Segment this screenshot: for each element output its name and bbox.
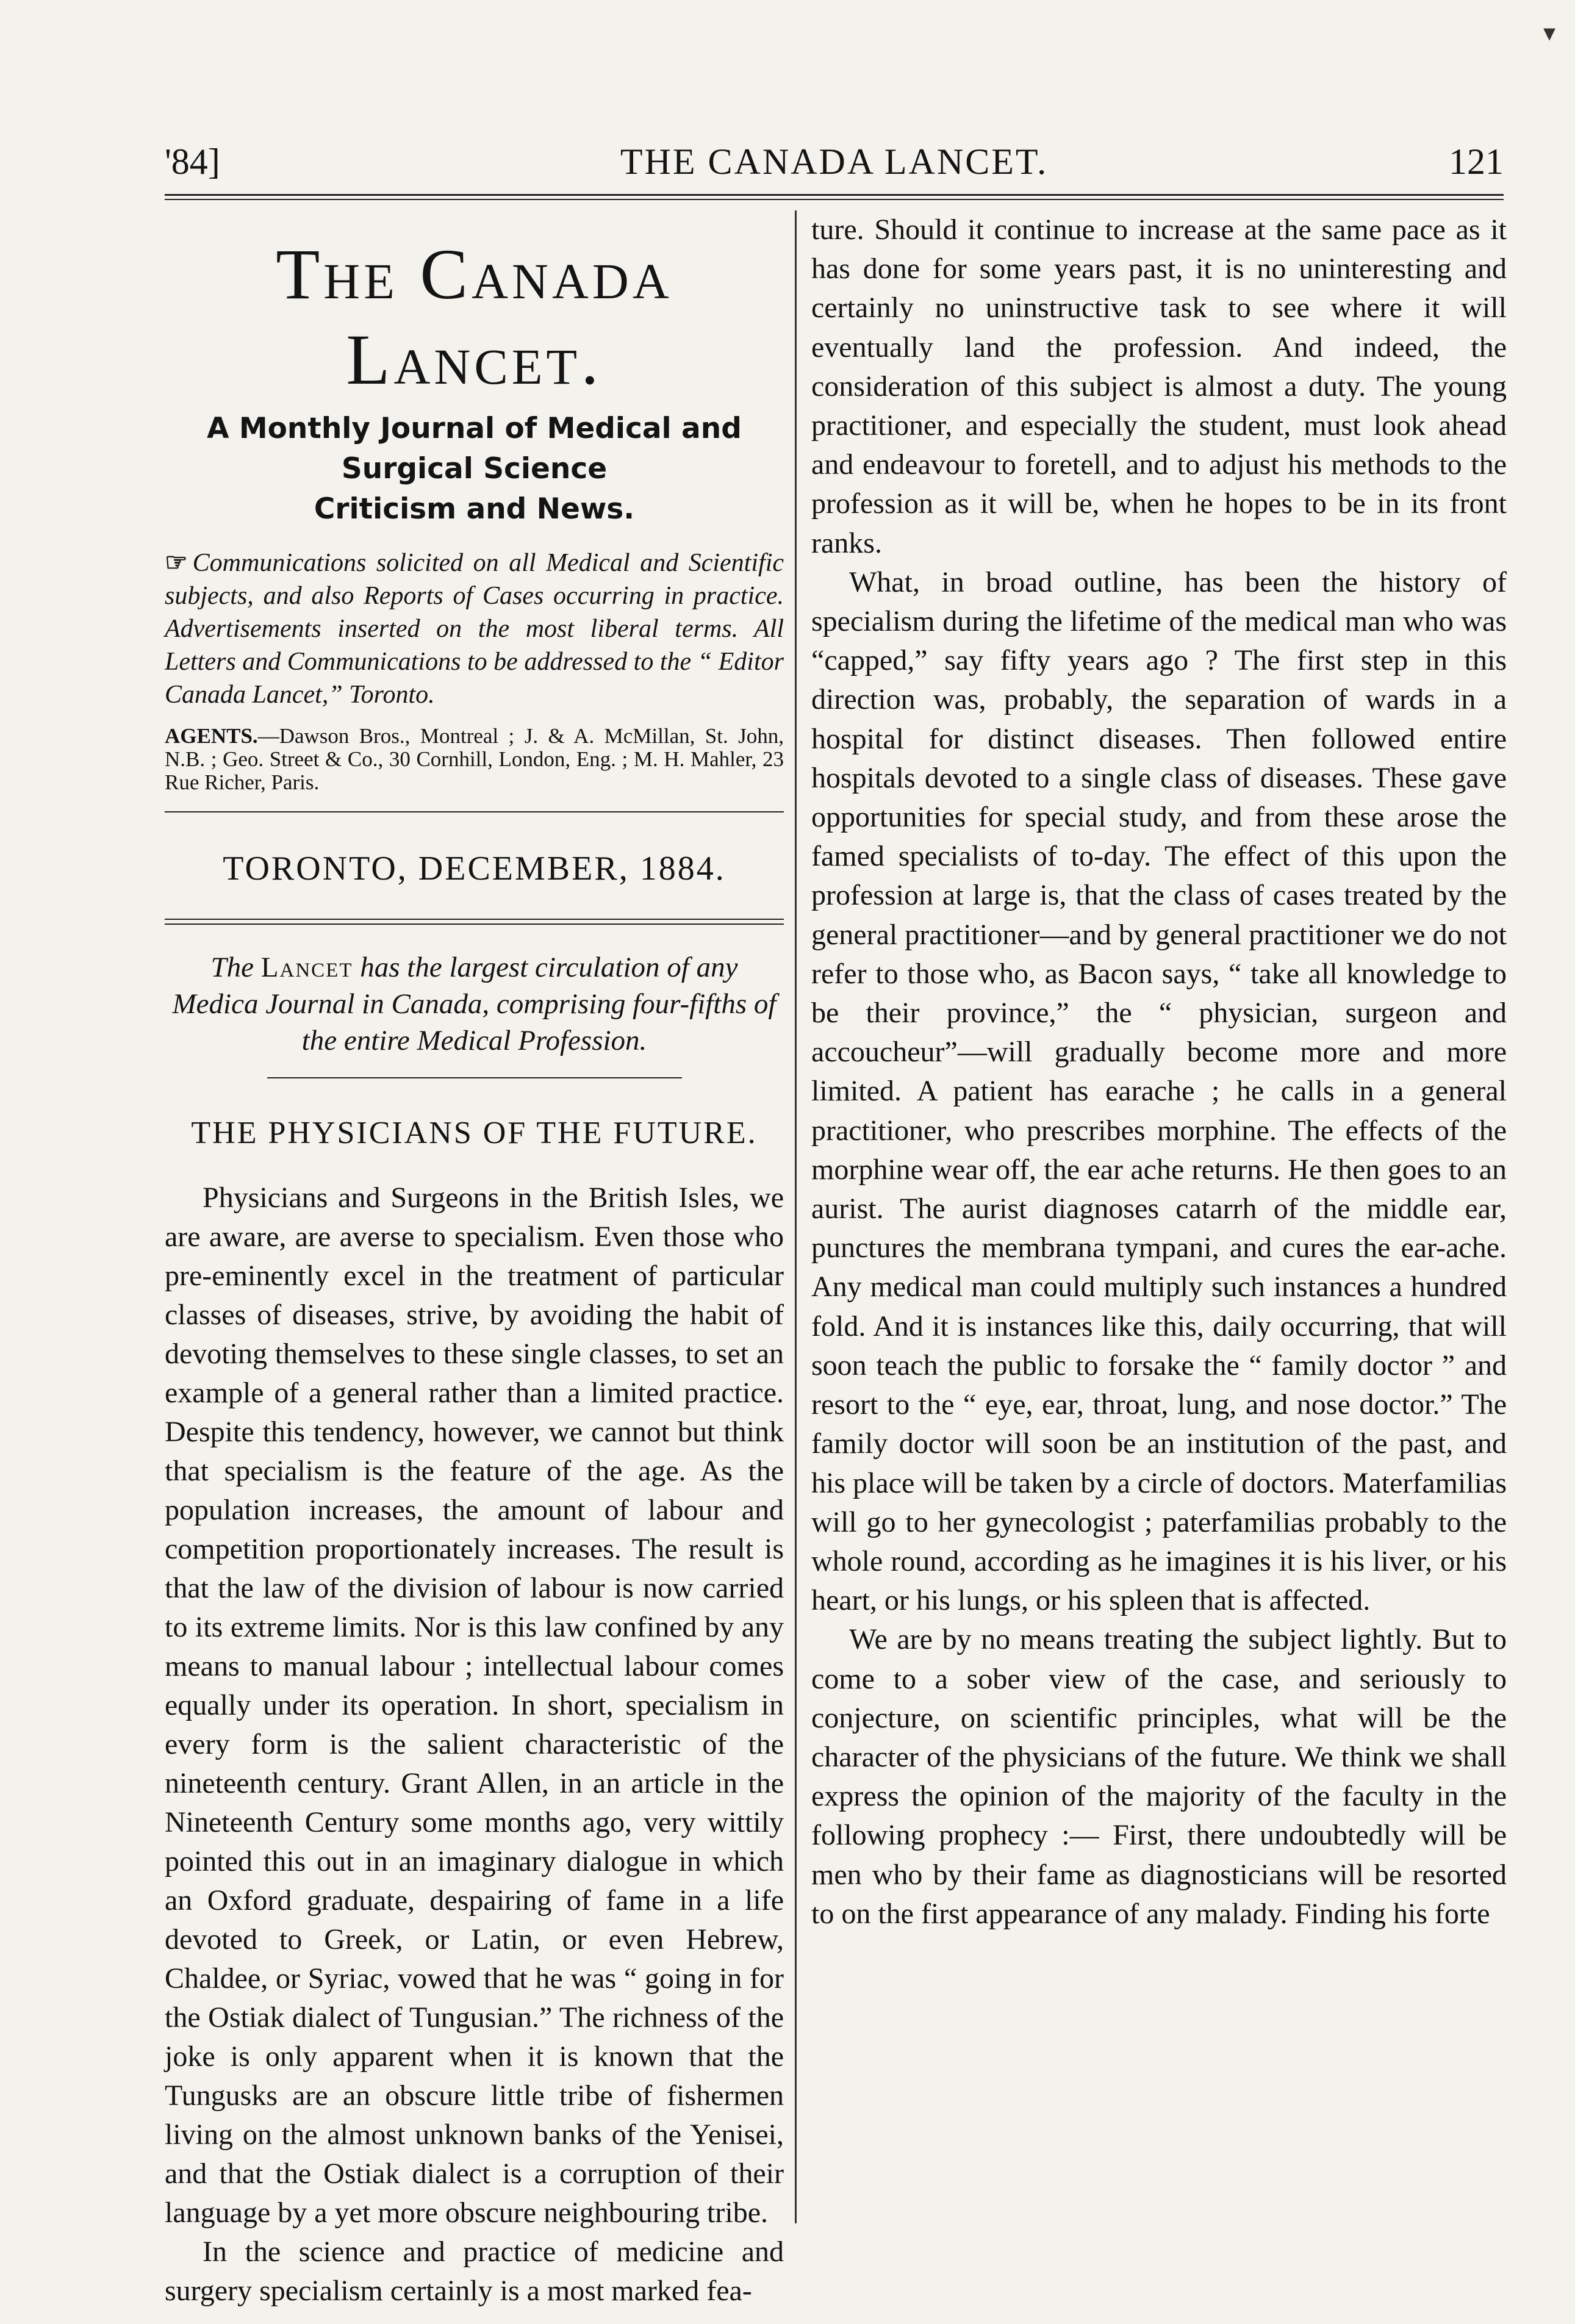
article-title: THE PHYSICIANS OF THE FUTURE. bbox=[191, 1116, 758, 1150]
article-paragraph: We are by no means treating the subject lightly. But to come to a sober view of the case, and seriously to conjecture, on scientific principles, what will be the character of the physicians of the future. We think we shall express the opinion of the majority of the faculty in the following prophecy :— First, there undoubtedly will be men who by their fame as diagnosticians will be resorted to on the first appearance of any malady. Finding his forte bbox=[811, 1623, 1507, 1930]
circulation-notice bbox=[165, 949, 784, 1059]
masthead-subtitle-second: Criticism and News. bbox=[314, 492, 635, 526]
article-paragraph: ture. Should it continue to increase at the same pace as it has done for some years past, it is no uninteresting and certainly no uninstructive task to see where it will eventually land the profession. And indeed, the consideration of this subject is almost a duty. The young practitioner, and especially the student, must look ahead and endeavour to foretell, and to adjust his methods to the profession as it will be, when he hopes to be in its front ranks. bbox=[811, 213, 1507, 559]
pencil-mark-icon: ▾ bbox=[1543, 19, 1556, 46]
running-header bbox=[165, 137, 1504, 186]
dateline: TORONTO, DECEMBER, 1884. bbox=[223, 850, 726, 888]
circulation-text: has the largest circulation of any Medica Journal in Canada, comprising four-fifths of the entire Medical Profession. bbox=[172, 952, 777, 1056]
masthead-title: The Canada Lancet. bbox=[276, 234, 673, 400]
circulation-the: The bbox=[210, 952, 254, 983]
page-number: 121 bbox=[1449, 142, 1504, 182]
agents-label: AGENTS. bbox=[165, 724, 258, 748]
circulation-lancet: Lancet bbox=[260, 952, 353, 983]
circulation-rule bbox=[267, 1077, 682, 1078]
header-rule-second bbox=[165, 199, 1504, 200]
article-paragraph: In the science and practice of medicine and surgery specialism certainly is a most marked fea- bbox=[165, 2236, 784, 2307]
header-journal-title: THE CANADA LANCET. bbox=[620, 142, 1049, 182]
agents-text: —Dawson Bros., Montreal ; J. & A. McMillan, St. John, N.B. ; Geo. Street & Co., 30 Cornhill, London, Eng. ; M. H. Mahler, 23 Rue Richer, Paris. bbox=[165, 724, 784, 794]
masthead-rule bbox=[165, 811, 784, 812]
right-column bbox=[811, 210, 1507, 1934]
editorial-notice bbox=[165, 547, 784, 711]
article-paragraph: Physicians and Surgeons in the British Isles, we are aware, are averse to specialism. Even those who pre-eminently excel in the treatment of particular classes of diseases, strive, by avoiding the habit of devoting themselves to these single classes, to set an example of a general rather than a limited practice. Despite this tendency, however, we cannot but think that specialism is the feature of the age. As the population increases, the amount of labour and competition proportionately increases. The result is that the law of the division of labour is now carried to its extreme limits. Nor is this law confined by any means to manual labour ; intellectual labour comes equally under its operation. In short, specialism in every form is the salient characteristic of the nineteenth century. Grant Allen, in an article in the Nineteenth Century some months ago, very wittily pointed this out in an imaginary dialogue in which an Oxford graduate, despairing of fame in a life devoted to Greek, or Latin, or even Hebrew, Chaldee, or Syriac, vowed that he was “ going in for the Ostiak dialect of Tungusian.” The richness of the joke is only apparent when it is known that the Tungusks are an obscure little tribe of fishermen living on the almost unknown banks of the Yenisei, and that the Ostiak dialect is a corruption of their language by a yet more obscure neighbouring tribe. bbox=[165, 1182, 784, 2229]
dateline-rule bbox=[165, 919, 784, 925]
left-column bbox=[165, 210, 784, 2311]
header-rule bbox=[165, 194, 1504, 196]
article-paragraph: What, in broad outline, has been the history of specialism during the lifetime of the medical man who was “capped,” say fifty years ago ? The first step in this direction was, probably, the separation of wards in a hospital for distinct diseases. Then followed entire hospitals devoted to a single class of diseases. These gave opportunities for special study, and from these arose the famed specialists of to-day. The effect of this upon the profession at large is, that the class of cases treated by the general practitioner—and by general practitioner we do not refer to those who, as Bacon says, “ take all knowledge to be their province,” the “ physician, surgeon and accoucheur”—will gradually become more and more limited. A patient has earache ; he calls in a general practitioner, who prescribes morphine. The effects of the morphine wear off, the ear ache returns. He then goes to an aurist. The aurist diagnoses catarrh of the middle ear, punctures the membrana tympani, and cures the ear-ache. Any medical man could multiply such instances a hundred fold. And it is instances like this, daily occurring, that will soon teach the public to forsake the “ family doctor ” and resort to the “ eye, ear, throat, lung, and nose doctor.” The family doctor will soon be an institution of the past, and his place will be taken by a circle of doctors. Materfamilias will go to her gynecologist ; paterfamilias probably to the whole round, according as he imagines it is his liver, or his heart, or his lungs, or his spleen that is affected. bbox=[811, 565, 1507, 1617]
agents-list bbox=[165, 725, 784, 794]
masthead-subtitle: A Monthly Journal of Medical and Surgical Science bbox=[207, 412, 742, 486]
header-year: '84] bbox=[165, 142, 220, 182]
notice-text: Communications solicited on all Medical and Scientific subjects, and also Reports of Cases occurring in practice. Advertisements inserted on the most liberal terms. All Letters and Communications to be addressed to the “ Editor Canada Lancet,” Toronto. bbox=[165, 549, 784, 709]
pointing-hand-icon: ☞ bbox=[165, 549, 188, 577]
column-divider bbox=[795, 210, 797, 2223]
